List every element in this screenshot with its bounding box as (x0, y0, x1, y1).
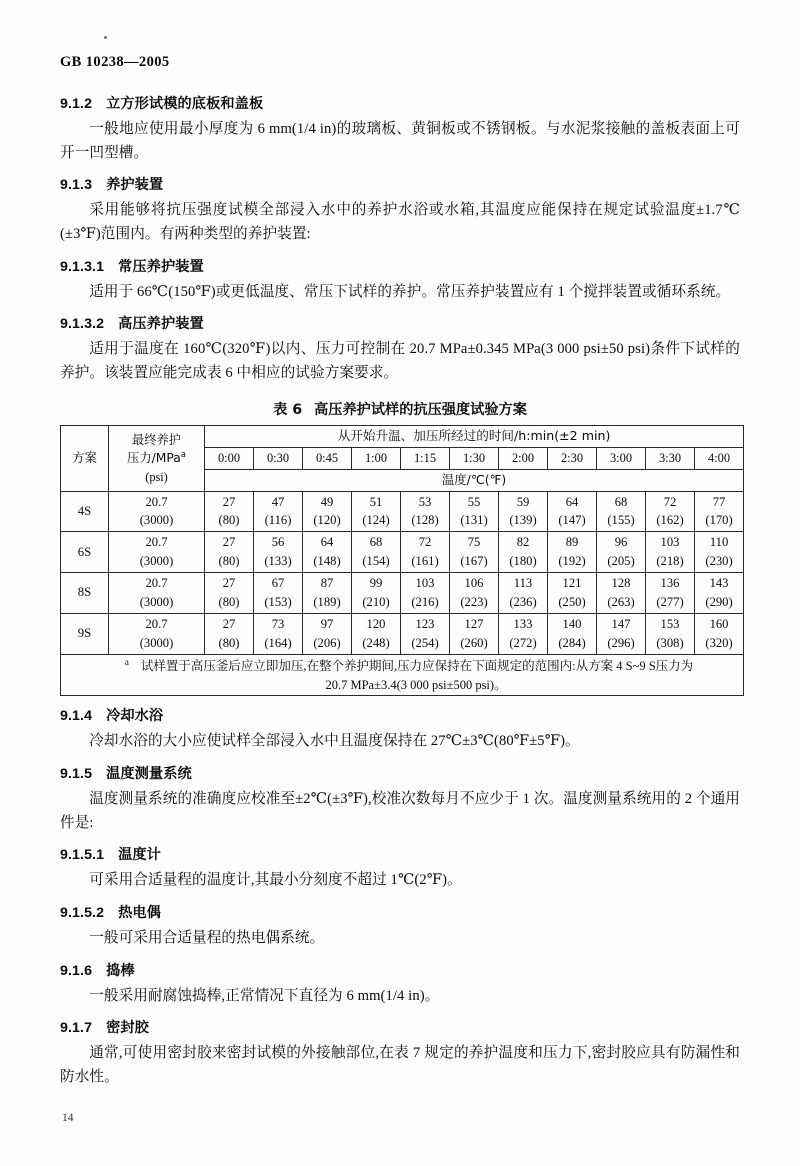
clause-heading-9-1-5 (60, 763, 740, 783)
fahrenheit: (263) (607, 595, 635, 610)
fahrenheit: (277) (656, 595, 684, 610)
cell-9s-9 (646, 613, 695, 654)
fahrenheit: (192) (558, 554, 586, 569)
celsius: 103 (660, 535, 680, 550)
table-label: 表 6 (273, 402, 303, 419)
clause-title: 养护装置 (106, 177, 164, 194)
cell-4s-5 (450, 491, 499, 532)
cell-9s-1 (254, 613, 303, 654)
row-pressure-8s (109, 573, 205, 614)
fahrenheit: (131) (460, 513, 488, 528)
cell-6s-2 (303, 532, 352, 573)
celsius: 110 (709, 535, 729, 550)
clause-body-9-1-3-1: 适用于 66℃(150℉)或更低温度、常压下试样的养护。常压养护装置应有 1 个搅拌装置或循环系统。 (89, 283, 731, 300)
footnote-line1: 试样置于高压釜后应立即加压,在整个养护期间,压力应保持在下面规定的范围内:从方案 4 S~9 S压力为 (140, 658, 694, 673)
fahrenheit: (80) (218, 513, 240, 528)
header-time-6: 2:00 (499, 448, 548, 470)
celsius: 143 (709, 576, 729, 591)
cell-8s-1 (254, 573, 303, 614)
celsius: 27 (222, 616, 236, 631)
clause-number: 9.1.2 (60, 96, 93, 112)
celsius: 121 (562, 576, 582, 591)
celsius: 68 (369, 535, 383, 550)
fahrenheit: (148) (313, 554, 341, 569)
standard-number: GB 10238—2005 (60, 54, 170, 70)
clause-number: 9.1.3.1 (60, 258, 105, 275)
fahrenheit: (161) (411, 554, 439, 569)
cell-4s-0 (205, 491, 254, 532)
pressure-mpa: 20.7 (145, 576, 168, 591)
header-time-9: 3:30 (646, 448, 695, 470)
celsius: 160 (709, 616, 729, 631)
clause-heading-9-1-2 (60, 93, 740, 113)
cell-8s-6 (499, 573, 548, 614)
table-footnote-row (61, 654, 744, 696)
cell-8s-3 (352, 573, 401, 614)
celsius: 96 (614, 535, 628, 550)
celsius: 49 (320, 494, 334, 509)
clause-number: 9.1.5.2 (60, 904, 105, 921)
row-pressure-6s (109, 532, 205, 573)
cell-9s-2 (303, 613, 352, 654)
celsius: 89 (565, 535, 579, 550)
clause-title: 冷却水浴 (106, 708, 164, 725)
fahrenheit: (260) (460, 635, 488, 650)
clause-body-9-1-3-2: 适用于温度在 160℃(320℉)以内、压力可控制在 20.7 MPa±0.345 MPa(3 000 psi±50 psi)条件下试样的养护。该装置应能完成表 6 中相应的试验方案要求。 (60, 341, 740, 381)
row-scheme-9s: 9S (61, 613, 109, 654)
clause-number: 9.1.5.1 (60, 847, 105, 864)
clause-title: 捣棒 (106, 962, 135, 979)
cell-4s-3 (352, 491, 401, 532)
celsius: 51 (369, 494, 383, 509)
fahrenheit: (170) (705, 513, 733, 528)
cell-6s-10 (695, 532, 744, 573)
celsius: 73 (271, 616, 285, 631)
celsius: 72 (418, 535, 432, 550)
fahrenheit: (250) (558, 595, 586, 610)
cell-6s-8 (597, 532, 646, 573)
celsius: 27 (222, 535, 236, 550)
fahrenheit: (296) (607, 635, 635, 650)
cell-4s-6 (499, 491, 548, 532)
fahrenheit: (80) (218, 554, 240, 569)
clause-heading-9-1-3-2 (60, 313, 740, 333)
clause-number: 9.1.3 (60, 177, 93, 194)
table-title-text: 高压养护试样的抗压强度试验方案 (314, 402, 527, 419)
celsius: 27 (222, 576, 236, 591)
footnote-line2: 20.7 MPa±3.4(3 000 psi±500 psi)。 (325, 677, 507, 692)
header-time-3: 1:00 (352, 448, 401, 470)
pressure-psi: (3000) (139, 513, 174, 528)
clause-heading-9-1-5-2 (60, 902, 740, 922)
cell-4s-4 (401, 491, 450, 532)
celsius: 127 (464, 616, 484, 631)
celsius: 153 (660, 616, 680, 631)
cell-9s-7 (548, 613, 597, 654)
fahrenheit: (147) (558, 513, 586, 528)
celsius: 120 (366, 616, 386, 631)
table-header-row-1 (61, 426, 744, 448)
row-scheme-8s: 8S (61, 573, 109, 614)
clause-number: 9.1.7 (60, 1020, 93, 1037)
celsius: 97 (320, 616, 334, 631)
cell-4s-7 (548, 491, 597, 532)
pressure-psi: (3000) (139, 554, 174, 569)
clause-body-9-1-4: 冷却水浴的大小应使试样全部浸入水中且温度保持在 27℃±3℃(80℉±5℉)。 (89, 733, 580, 750)
cell-8s-0 (205, 573, 254, 614)
clause-title: 立方形试模的底板和盖板 (106, 96, 264, 112)
fahrenheit: (290) (705, 595, 733, 610)
page-number: 14 (62, 1112, 74, 1124)
celsius: 147 (611, 616, 631, 631)
celsius: 113 (513, 576, 533, 591)
table-row (61, 613, 744, 654)
pressure-psi: (3000) (139, 595, 174, 610)
table-footnote (61, 654, 744, 696)
clause-body-9-1-5-1: 可采用合适量程的温度计,其最小分刻度不超过 1℃(2℉)。 (89, 872, 462, 889)
header-time-1: 0:30 (254, 448, 303, 470)
celsius: 103 (415, 576, 435, 591)
fahrenheit: (80) (218, 595, 240, 610)
fahrenheit: (167) (460, 554, 488, 569)
fahrenheit: (180) (509, 554, 537, 569)
celsius: 47 (271, 494, 285, 509)
celsius: 99 (369, 576, 383, 591)
fahrenheit: (120) (313, 513, 341, 528)
clause-heading-9-1-6 (60, 960, 740, 980)
fahrenheit: (80) (218, 635, 240, 650)
header-scheme: 方案 (61, 426, 109, 491)
celsius: 106 (464, 576, 484, 591)
cell-4s-8 (597, 491, 646, 532)
cell-8s-9 (646, 573, 695, 614)
fahrenheit: (164) (264, 635, 292, 650)
clause-body-9-1-5: 温度测量系统的准确度应校准至±2℃(±3℉),校准次数每月不应少于 1 次。温度测量系统用的 2 个通用件是: (60, 791, 740, 831)
clause-body-9-1-7: 通常,可使用密封胶来密封试模的外接触部位,在表 7 规定的养护温度和压力下,密封胶应具有防漏性和防水性。 (60, 1045, 740, 1085)
fahrenheit: (210) (362, 595, 390, 610)
clause-title: 温度测量系统 (106, 766, 192, 783)
clause-title: 热电偶 (118, 904, 161, 921)
header-time-8: 3:00 (597, 448, 646, 470)
celsius: 68 (614, 494, 628, 509)
fahrenheit: (124) (362, 513, 390, 528)
cell-8s-8 (597, 573, 646, 614)
cell-4s-1 (254, 491, 303, 532)
header-pressure-unit: 压力/MPa (127, 451, 181, 466)
celsius: 53 (418, 494, 432, 509)
fahrenheit: (133) (264, 554, 292, 569)
fahrenheit: (153) (264, 595, 292, 610)
clause-title: 高压养护装置 (118, 316, 204, 333)
clause-number: 9.1.6 (60, 962, 93, 979)
row-scheme-4s: 4S (61, 491, 109, 532)
pressure-mpa: 20.7 (145, 535, 168, 550)
pressure-mpa: 20.7 (145, 616, 168, 631)
celsius: 27 (222, 494, 236, 509)
row-pressure-4s (109, 491, 205, 532)
fahrenheit: (154) (362, 554, 390, 569)
cell-9s-5 (450, 613, 499, 654)
table-6-caption (60, 399, 740, 419)
cell-8s-7 (548, 573, 597, 614)
clause-title: 密封胶 (106, 1020, 149, 1037)
cell-8s-4 (401, 573, 450, 614)
fahrenheit: (162) (656, 513, 684, 528)
clause-title: 温度计 (118, 847, 161, 864)
fahrenheit: (236) (509, 595, 537, 610)
celsius: 82 (516, 535, 530, 550)
celsius: 136 (660, 576, 680, 591)
cell-6s-4 (401, 532, 450, 573)
header-time-2: 0:45 (303, 448, 352, 470)
scan-speck (104, 36, 107, 39)
celsius: 133 (513, 616, 533, 631)
celsius: 87 (320, 576, 334, 591)
header-time-7: 2:30 (548, 448, 597, 470)
celsius: 64 (320, 535, 334, 550)
cell-9s-0 (205, 613, 254, 654)
celsius: 123 (415, 616, 435, 631)
celsius: 56 (271, 535, 285, 550)
celsius: 140 (562, 616, 582, 631)
celsius: 75 (467, 535, 481, 550)
cell-6s-9 (646, 532, 695, 573)
cell-6s-0 (205, 532, 254, 573)
fahrenheit: (284) (558, 635, 586, 650)
row-scheme-6s: 6S (61, 532, 109, 573)
clause-number: 9.1.5 (60, 766, 93, 783)
fahrenheit: (218) (656, 554, 684, 569)
fahrenheit: (128) (411, 513, 439, 528)
fahrenheit: (223) (460, 595, 488, 610)
cell-8s-2 (303, 573, 352, 614)
header-temperature-label: 温度/℃(℉) (205, 469, 744, 491)
clause-heading-9-1-3-1 (60, 256, 740, 276)
header-time-5: 1:30 (450, 448, 499, 470)
clause-number: 9.1.4 (60, 708, 93, 725)
celsius: 67 (271, 576, 285, 591)
table-row (61, 573, 744, 614)
clause-body-9-1-5-2: 一般可采用合适量程的热电偶系统。 (89, 929, 325, 946)
page-content (60, 54, 740, 1095)
celsius: 128 (611, 576, 631, 591)
fahrenheit: (254) (411, 635, 439, 650)
celsius: 72 (663, 494, 677, 509)
clause-heading-9-1-7 (60, 1017, 740, 1037)
table-6 (60, 425, 744, 696)
header-time-4: 1:15 (401, 448, 450, 470)
header-pressure-line3: (psi) (145, 469, 168, 484)
fahrenheit: (205) (607, 554, 635, 569)
footnote-marker-a: a (180, 450, 186, 461)
footnote-mark: a (124, 656, 129, 667)
clause-number: 9.1.3.2 (60, 316, 105, 333)
clause-heading-9-1-5-1 (60, 844, 740, 864)
clause-body-9-1-6: 一般采用耐腐蚀捣棒,正常情况下直径为 6 mm(1/4 in)。 (89, 987, 440, 1004)
fahrenheit: (320) (705, 635, 733, 650)
header-time-10: 4:00 (695, 448, 744, 470)
fahrenheit: (189) (313, 595, 341, 610)
fahrenheit: (216) (411, 595, 439, 610)
cell-8s-5 (450, 573, 499, 614)
cell-9s-8 (597, 613, 646, 654)
fahrenheit: (230) (705, 554, 733, 569)
clause-title: 常压养护装置 (118, 258, 204, 275)
cell-9s-4 (401, 613, 450, 654)
cell-6s-3 (352, 532, 401, 573)
cell-9s-3 (352, 613, 401, 654)
pressure-psi: (3000) (139, 635, 174, 650)
clause-heading-9-1-3 (60, 174, 740, 194)
cell-9s-6 (499, 613, 548, 654)
header-time-0: 0:00 (205, 448, 254, 470)
cell-6s-6 (499, 532, 548, 573)
header-pressure-line2 (109, 449, 204, 468)
celsius: 64 (565, 494, 579, 509)
fahrenheit: (206) (313, 635, 341, 650)
fahrenheit: (155) (607, 513, 635, 528)
clause-body-9-1-2: 一般地应使用最小厚度为 6 mm(1/4 in)的玻璃板、黄铜板或不锈钢板。与水泥浆接触的盖板表面上可开一凹型槽。 (60, 121, 740, 161)
celsius: 55 (467, 494, 481, 509)
cell-6s-1 (254, 532, 303, 573)
header-pressure-line1: 最终养护 (131, 432, 182, 447)
fahrenheit: (139) (509, 513, 537, 528)
clause-body-9-1-3: 采用能够将抗压强度试模全部浸入水中的养护水浴或水箱,其温度应能保持在规定试验温度±1.7℃(±3℉)范围内。有两种类型的养护装置: (60, 202, 740, 242)
celsius: 77 (712, 494, 726, 509)
cell-4s-10 (695, 491, 744, 532)
row-pressure-9s (109, 613, 205, 654)
fahrenheit: (308) (656, 635, 684, 650)
fahrenheit: (272) (509, 635, 537, 650)
table-row (61, 491, 744, 532)
celsius: 59 (516, 494, 530, 509)
cell-6s-5 (450, 532, 499, 573)
cell-8s-10 (695, 573, 744, 614)
header-time-span: 从开始升温、加压所经过的时间/h:min(±2 min) (205, 426, 744, 448)
cell-9s-10 (695, 613, 744, 654)
cell-4s-9 (646, 491, 695, 532)
pressure-mpa: 20.7 (145, 494, 168, 509)
cell-4s-2 (303, 491, 352, 532)
header-pressure (109, 426, 205, 491)
cell-6s-7 (548, 532, 597, 573)
fahrenheit: (248) (362, 635, 390, 650)
fahrenheit: (116) (264, 513, 292, 528)
table-row (61, 532, 744, 573)
clause-heading-9-1-4 (60, 705, 740, 725)
